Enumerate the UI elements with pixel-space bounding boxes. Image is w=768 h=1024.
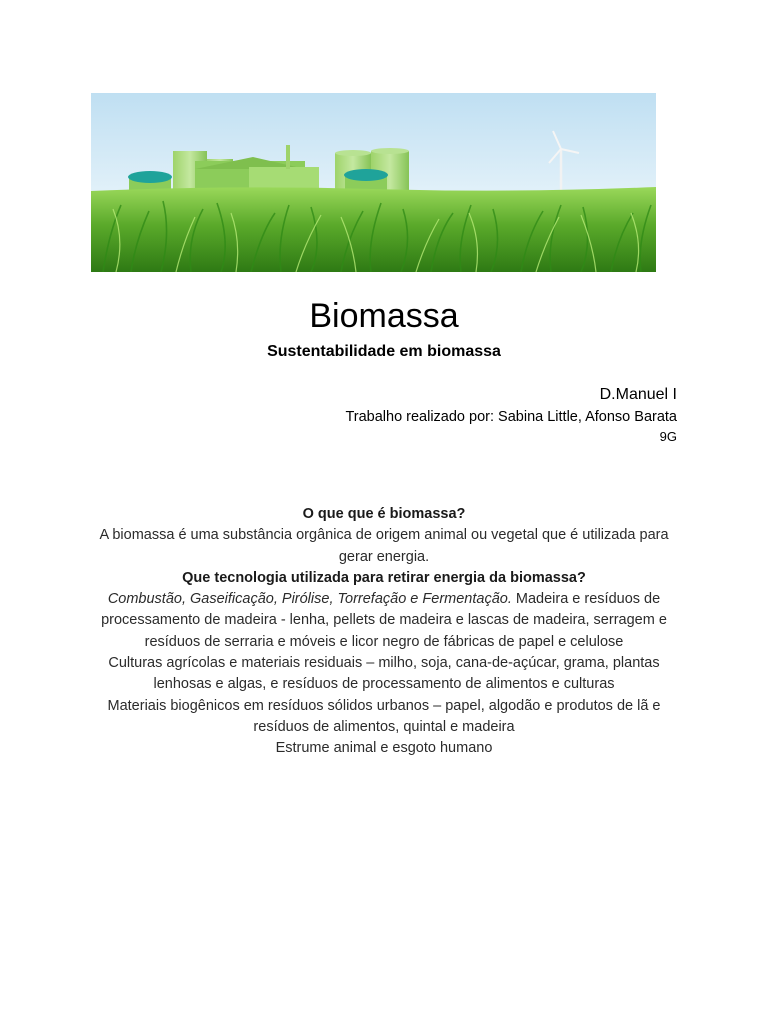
question-technology: Que tecnologia utilizada para retirar energia da biomassa?	[182, 569, 586, 586]
hero-image	[91, 93, 656, 272]
urban-waste-paragraph: Materiais biogênicos em resíduos sólidos urbanos – papel, algodão e produtos de lã e resíduos de alimentos, quintal e madeira	[107, 697, 661, 735]
technology-list: Combustão, Gaseificação, Pirólise, Torrefação e Fermentação.	[107, 591, 512, 608]
document-title: Biomassa	[309, 297, 459, 335]
manure-paragraph: Estrume animal e esgoto humano	[275, 740, 493, 757]
wood-residues-text: Madeira e resíduos de processamento de madeira - lenha, pellets de madeira e lascas de madeira, serragem e resíduos de serraria e móveis e licor negro de fábricas de papel e celulose	[101, 591, 667, 650]
document-subtitle: Sustentabilidade em biomassa	[267, 343, 501, 360]
answer-technology	[91, 589, 677, 653]
authors-line: Trabalho realizado por: Sabina Little, Afonso Barata	[345, 409, 677, 425]
crops-paragraph: Culturas agrícolas e materiais residuais – milho, soja, cana-de-açúcar, grama, plantas lenhosas e algas, e resíduos de processamento de alimentos e culturas	[108, 655, 660, 693]
class-grade: 9G	[659, 429, 677, 444]
document-body	[91, 504, 677, 760]
school-name: D.Manuel I	[599, 386, 677, 403]
question-what-is-biomass: O que que é biomassa?	[302, 506, 466, 522]
answer-what-is-biomass: A biomassa é uma substância orgânica de origem animal ou vegetal que é utilizada para gerar energia.	[99, 527, 669, 565]
